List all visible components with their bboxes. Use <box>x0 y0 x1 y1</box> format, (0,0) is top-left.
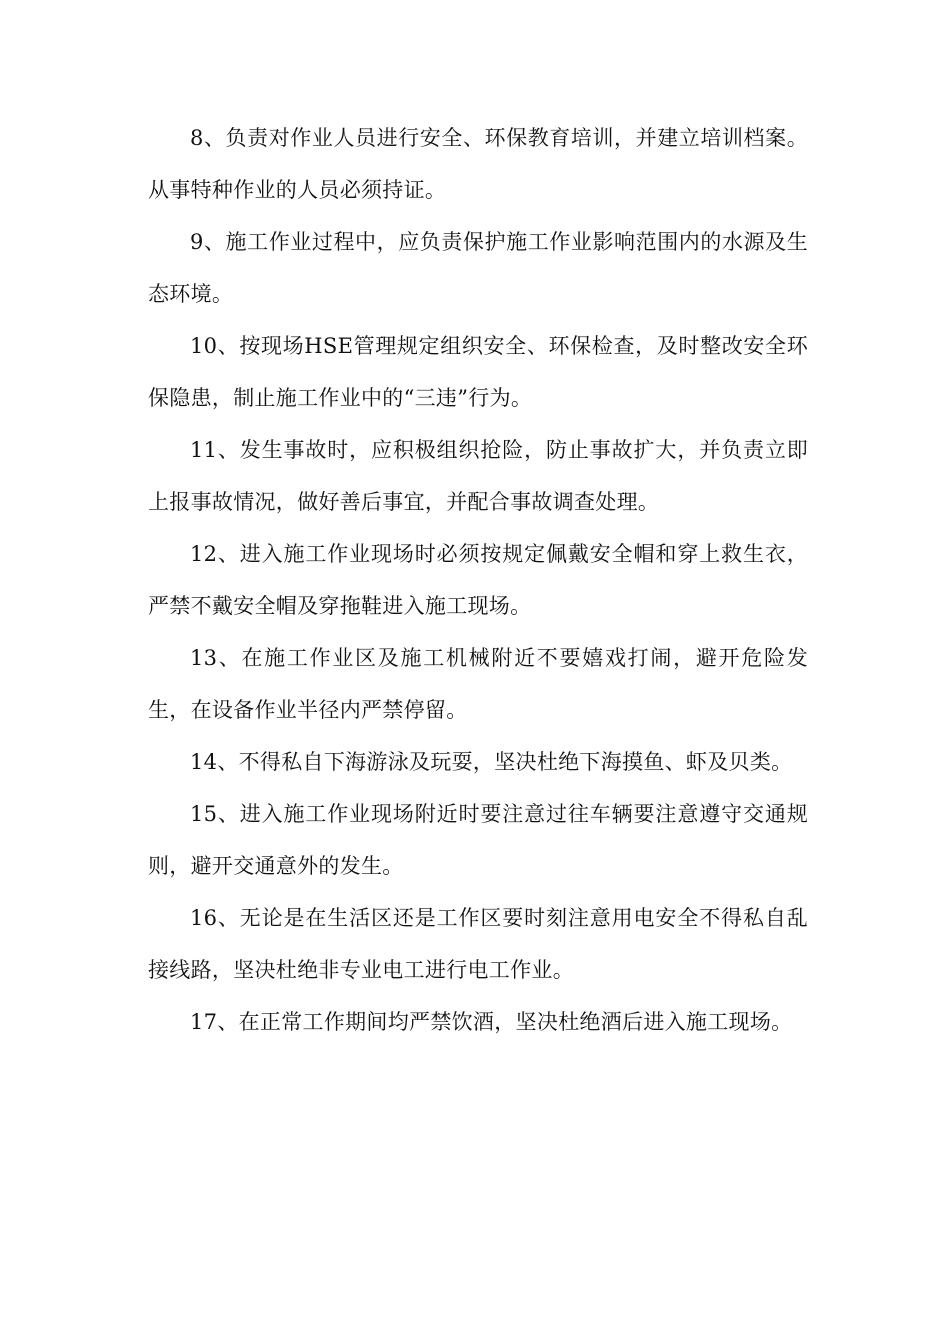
paragraph-item-12: 12、进入施工作业现场时必须按规定佩戴安全帽和穿上救生衣，严禁不戴安全帽及穿拖鞋进入施工现场。 <box>148 542 808 618</box>
paragraph-item-14: 14、不得私自下海游泳及玩耍，坚决杜绝下海摸鱼、虾及贝类。 <box>190 750 793 774</box>
paragraph-item-11: 11、发生事故时，应积极组织抢险，防止事故扩大，并负责立即上报事故情况，做好善后事宜，并配合事故调查处理。 <box>148 438 808 514</box>
paragraph-item-13: 13、在施工作业区及施工机械附近不要嬉戏打闹，避开危险发生，在设备作业半径内严禁停留。 <box>148 646 808 722</box>
document-body <box>148 112 808 1048</box>
paragraph-item-16: 16、无论是在生活区还是工作区要时刻注意用电安全不得私自乱接线路，坚决杜绝非专业电工进行电工作业。 <box>148 906 808 982</box>
paragraph-item-8: 8、负责对作业人员进行安全、环保教育培训，并建立培训档案。从事特种作业的人员必须持证。 <box>148 126 808 202</box>
paragraph-item-9: 9、施工作业过程中，应负责保护施工作业影响范围内的水源及生态环境。 <box>148 230 808 306</box>
paragraph-item-17: 17、在正常工作期间均严禁饮酒，坚决杜绝酒后进入施工现场。 <box>190 1010 793 1034</box>
paragraph-item-10: 10、按现场HSE管理规定组织安全、环保检查，及时整改安全环保隐患，制止施工作业中的“三违”行为。 <box>148 334 808 410</box>
paragraph-item-15: 15、进入施工作业现场附近时要注意过往车辆要注意遵守交通规则，避开交通意外的发生。 <box>148 802 808 878</box>
